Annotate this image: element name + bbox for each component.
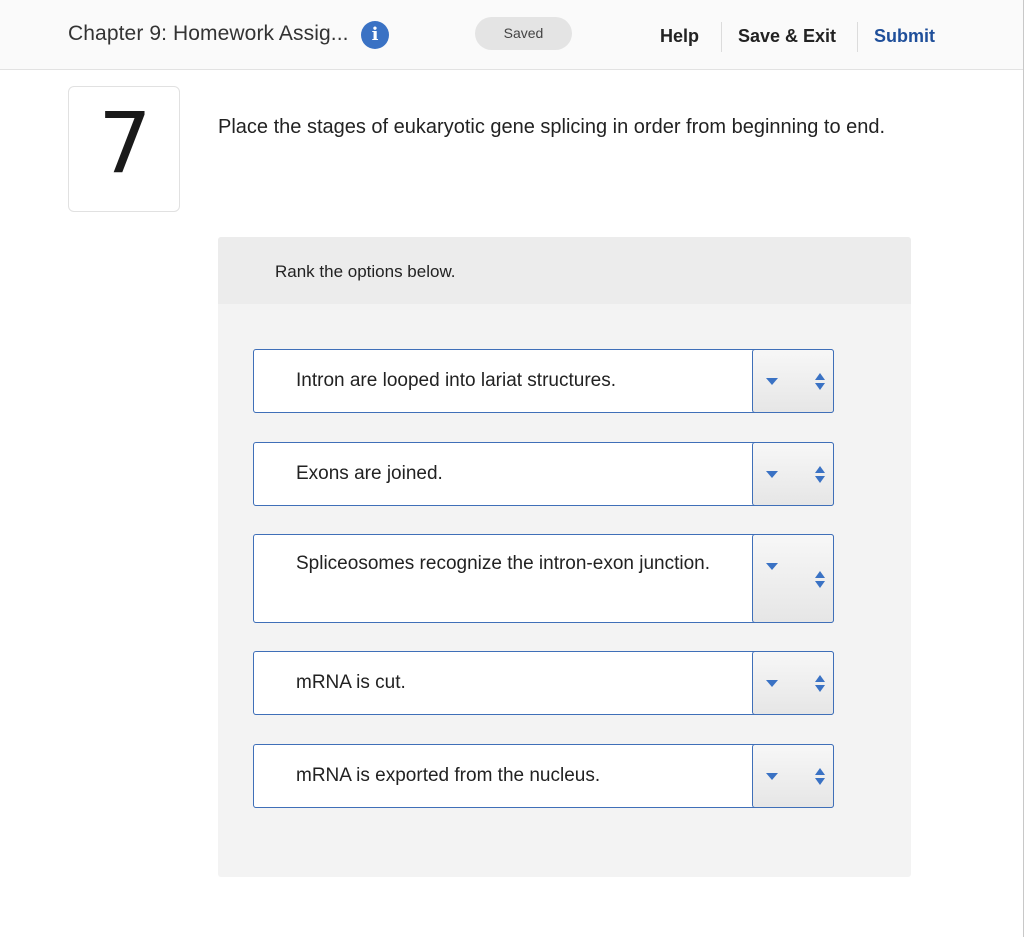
rank-item <box>253 651 834 715</box>
question-prompt: Place the stages of eukaryotic gene splicing in order from beginning to end. <box>218 116 886 138</box>
chevron-down-icon <box>766 471 778 478</box>
rank-item-text: Spliceosomes recognize the intron-exon junction. <box>296 553 711 574</box>
rank-item <box>253 534 834 623</box>
question-number: 7 <box>98 94 152 192</box>
save-exit-button[interactable]: Save & Exit <box>738 26 837 46</box>
rank-select[interactable] <box>752 349 834 413</box>
rank-select[interactable] <box>752 744 834 808</box>
sort-arrows-icon <box>815 675 825 693</box>
header-divider <box>721 22 722 52</box>
rank-instruction: Rank the options below. <box>275 262 456 281</box>
question-number-box <box>68 86 180 212</box>
chevron-down-icon <box>766 378 778 385</box>
submit-button[interactable]: Submit <box>874 26 935 46</box>
rank-item <box>253 744 834 808</box>
assignment-header <box>0 0 1023 70</box>
rank-select[interactable] <box>752 534 834 623</box>
sort-arrows-icon <box>815 466 825 484</box>
chevron-down-icon <box>766 563 778 570</box>
rank-item-text: Intron are looped into lariat structures. <box>296 370 617 391</box>
rank-item-text: Exons are joined. <box>296 463 443 484</box>
rank-panel <box>218 237 911 877</box>
sort-arrows-icon <box>815 373 825 391</box>
chevron-down-icon <box>766 680 778 687</box>
rank-select[interactable] <box>752 442 834 506</box>
header-divider <box>857 22 858 52</box>
rank-select[interactable] <box>752 651 834 715</box>
info-icon[interactable]: i <box>361 21 389 49</box>
saved-status-badge: Saved <box>475 17 572 50</box>
rank-item-text: mRNA is cut. <box>296 672 406 693</box>
assignment-title: Chapter 9: Homework Assig... <box>68 22 349 45</box>
chevron-down-icon <box>766 773 778 780</box>
rank-item <box>253 349 834 413</box>
sort-arrows-icon <box>815 571 825 589</box>
rank-panel-header <box>218 237 911 304</box>
help-button[interactable]: Help <box>660 26 700 46</box>
sort-arrows-icon <box>815 768 825 786</box>
rank-item <box>253 442 834 506</box>
rank-item-text: mRNA is exported from the nucleus. <box>296 765 601 786</box>
